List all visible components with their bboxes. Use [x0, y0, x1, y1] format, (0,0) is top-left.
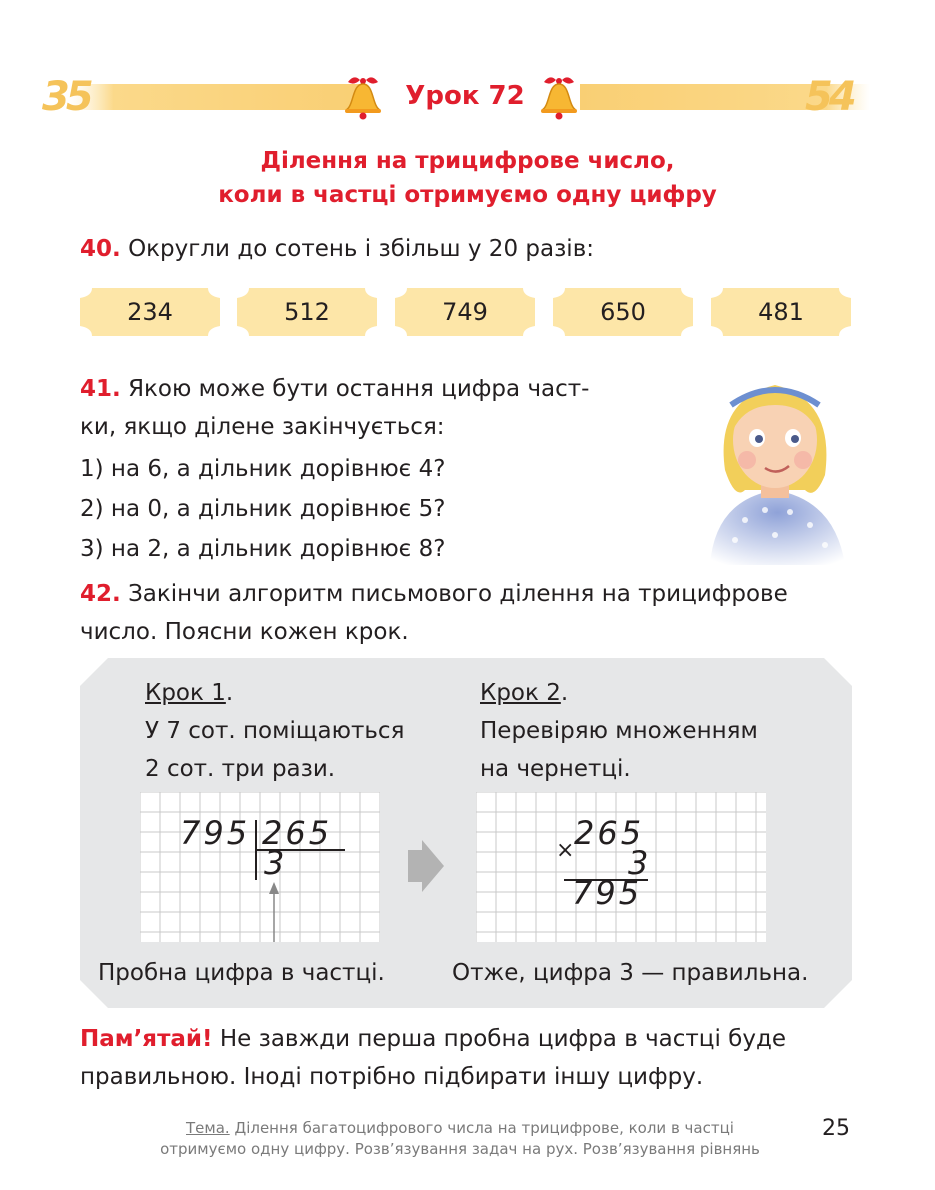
- step-line: на чернетці.: [480, 756, 631, 782]
- bell-icon: [536, 70, 582, 122]
- task-41: [80, 370, 680, 568]
- remember-line-2: правильною. Іноді потрібно підбирати іншу цифру.: [80, 1064, 704, 1090]
- task-number: 42.: [80, 581, 121, 607]
- girl-illustration: [695, 360, 855, 565]
- multiplier: 3: [628, 844, 649, 882]
- step-1-caption: Пробна цифра в частці.: [98, 960, 385, 986]
- step-line: У 7 сот. поміщаються: [145, 718, 405, 744]
- remember-note: [80, 1020, 870, 1096]
- right-deco-digits: 54: [805, 74, 853, 120]
- step-line: Перевіряю множенням: [480, 718, 758, 744]
- task-number: 41.: [80, 376, 121, 402]
- multiplicand: 265: [574, 814, 645, 852]
- remember-line-1: [80, 1020, 870, 1058]
- step-1: [145, 674, 404, 788]
- remember-label: Пам’ятай!: [80, 1026, 213, 1052]
- number-tag: [553, 288, 693, 336]
- task-41-line-2: ки, якщо ділене закінчується:: [80, 414, 445, 440]
- footer-line-1: Тема. Ділення багатоцифрового числа на трицифрове, коли в частці: [186, 1119, 734, 1137]
- task-42-line-2: число. Поясни кожен крок.: [80, 619, 409, 645]
- footer-topic: [100, 1118, 820, 1160]
- product: 795: [572, 874, 643, 912]
- task-number: 40.: [80, 236, 121, 262]
- task-text: Закінчи алгоритм письмового ділення на трицифрове: [128, 581, 788, 607]
- task-41-item: 1) на 6, а дільник дорівнює 4?: [80, 456, 446, 482]
- task-41-item: 2) на 0, а дільник дорівнює 5?: [80, 496, 446, 522]
- task-text: Якою може бути остання цифра част-: [128, 376, 590, 402]
- tag-value: 512: [284, 298, 330, 326]
- step-title: Крок 2.: [480, 680, 569, 706]
- step-line: 2 сот. три рази.: [145, 756, 336, 782]
- task-42-line-1: [80, 575, 860, 613]
- task-41-line-1: [80, 370, 680, 408]
- bell-icon: [340, 70, 386, 122]
- times-sign: ×: [556, 838, 575, 863]
- topic-line-1: Ділення на трицифрове число,: [260, 148, 675, 174]
- topic-title: [0, 144, 935, 212]
- remember-text: Не завжди перша пробна цифра в частці буде: [219, 1026, 787, 1052]
- number-tag: [395, 288, 535, 336]
- tag-value: 481: [758, 298, 804, 326]
- step-title: Крок 1.: [145, 680, 234, 706]
- task-41-item: 3) на 2, а дільник дорівнює 8?: [80, 536, 446, 562]
- footer-line-2: отримуємо одну цифру. Розв’язування задач на рух. Розв’язування рівнянь: [160, 1140, 760, 1158]
- topic-line-2: коли в частці отримуємо одну цифру: [218, 182, 717, 208]
- step-2: [480, 674, 758, 788]
- lesson-title: Урок 72: [405, 81, 525, 111]
- number-tag: [711, 288, 851, 336]
- task-42: [80, 575, 860, 651]
- tag-value: 650: [600, 298, 646, 326]
- grid-step-1: [140, 792, 380, 942]
- step-2-caption: Отже, цифра 3 — правильна.: [452, 960, 809, 986]
- dividend: 795: [180, 814, 251, 852]
- footer-topic-label: Тема.: [186, 1119, 230, 1137]
- number-tag: [237, 288, 377, 336]
- task-40: [80, 230, 594, 268]
- next-arrow-icon: [408, 840, 444, 892]
- quotient: 3: [264, 844, 285, 882]
- divisor: 265: [262, 814, 333, 852]
- task-text: Округли до сотень і збільш у 20 разів:: [128, 236, 595, 262]
- tag-value: 234: [127, 298, 173, 326]
- tag-value: 749: [442, 298, 488, 326]
- left-deco-digits: 35: [42, 74, 90, 120]
- number-tag: [80, 288, 220, 336]
- page-number: 25: [822, 1116, 850, 1141]
